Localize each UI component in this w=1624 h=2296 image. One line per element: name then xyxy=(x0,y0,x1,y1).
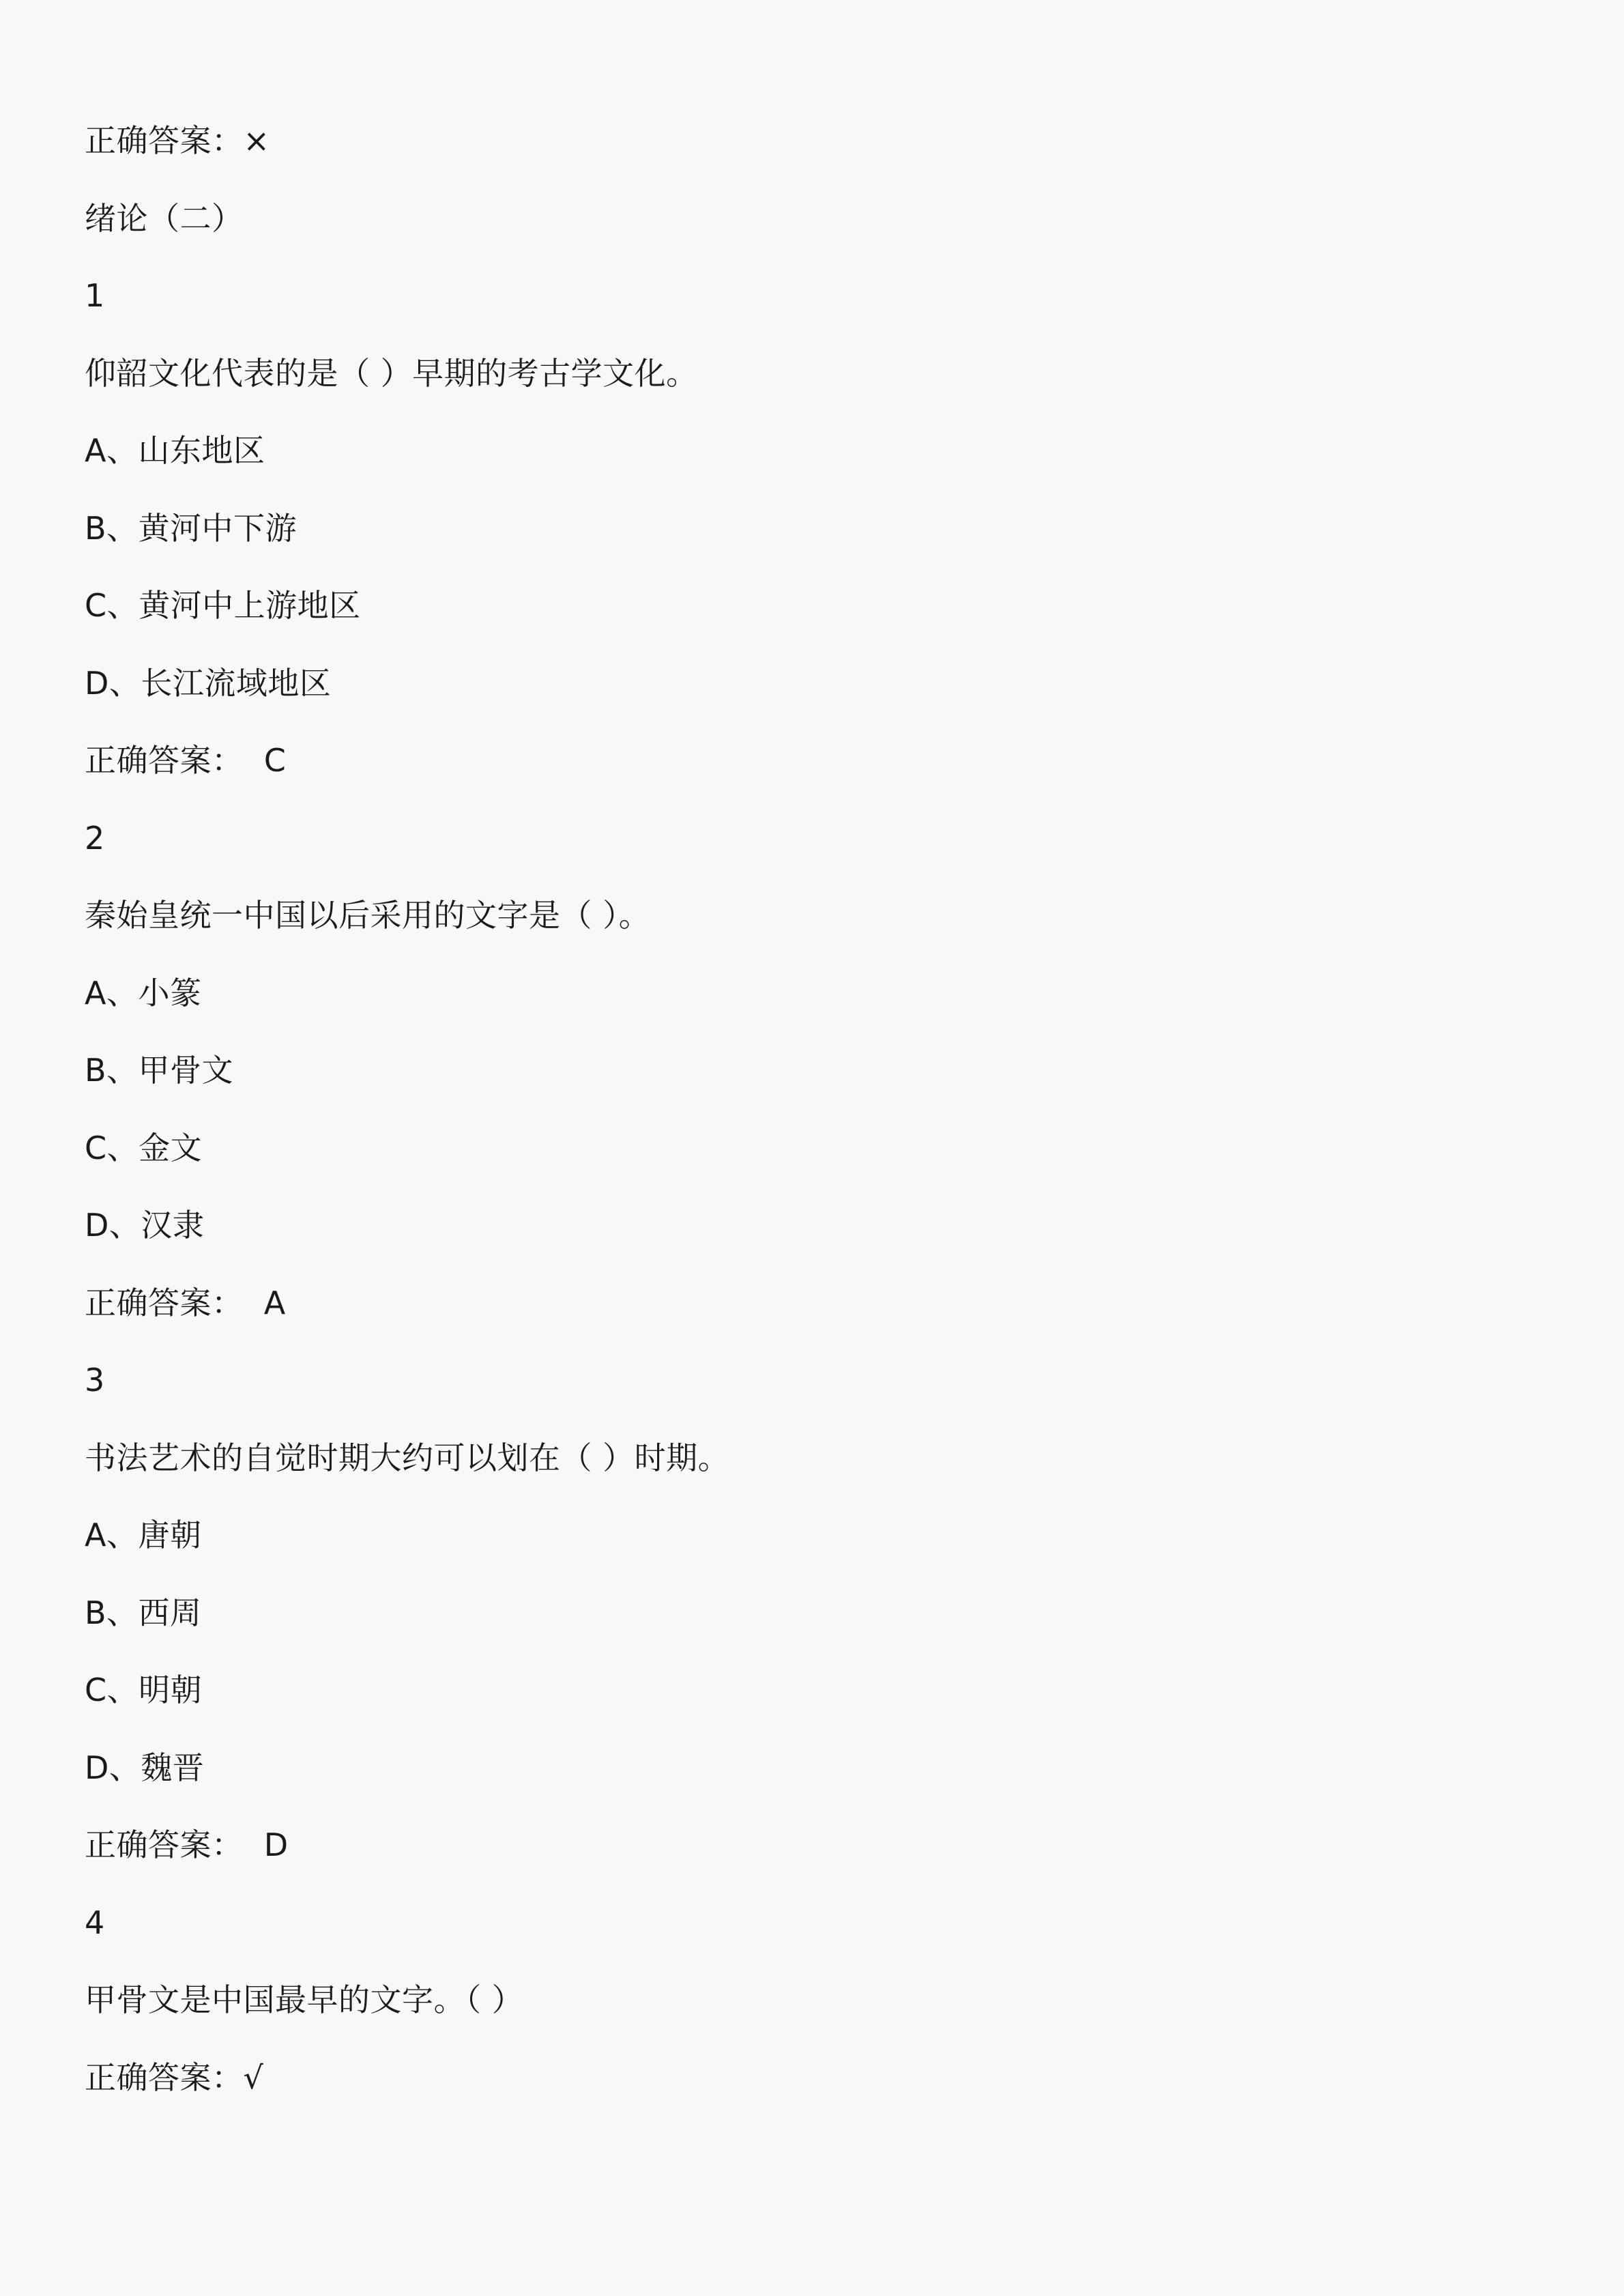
correct-answer: 正确答案： C xyxy=(85,742,287,779)
option-c: C、黄河中上游地区 xyxy=(85,587,361,624)
question-text: 书法艺术的自觉时期大约可以划在（ ）时期。 xyxy=(85,1439,730,1476)
question-text: 秦始皇统一中国以后采用的文字是（ ）。 xyxy=(85,897,651,934)
option-a: A、唐朝 xyxy=(85,1517,202,1553)
option-a: A、山东地区 xyxy=(85,432,265,469)
correct-answer: 正确答案：√ xyxy=(85,2058,264,2096)
option-b: B、黄河中下游 xyxy=(85,509,298,547)
option-d: D、汉隶 xyxy=(85,1207,205,1244)
question-number: 4 xyxy=(85,1904,105,1941)
question-4 xyxy=(85,1884,1518,2117)
correct-answer: 正确答案： A xyxy=(85,1284,286,1321)
correct-answer: 正确答案： D xyxy=(85,1826,289,1863)
question-2 xyxy=(85,800,1518,1343)
previous-answer: 正确答案：× xyxy=(85,122,270,159)
section-title: 绪论（二） xyxy=(85,199,244,237)
document-body xyxy=(85,102,1518,2116)
question-number: 1 xyxy=(85,277,105,314)
option-b: B、西周 xyxy=(85,1594,202,1631)
option-d: D、长江流域地区 xyxy=(85,664,332,702)
option-c: C、金文 xyxy=(85,1129,203,1166)
option-a: A、小篆 xyxy=(85,974,202,1011)
option-c: C、明朝 xyxy=(85,1671,203,1708)
question-number: 2 xyxy=(85,819,105,857)
question-1 xyxy=(85,257,1518,800)
question-3 xyxy=(85,1342,1518,1884)
option-b: B、甲骨文 xyxy=(85,1052,234,1089)
question-number: 3 xyxy=(85,1362,105,1398)
option-d: D、魏晋 xyxy=(85,1749,205,1786)
question-text: 仰韶文化代表的是（ ）早期的考古学文化。 xyxy=(85,354,698,392)
question-text: 甲骨文是中国最早的文字。（ ） xyxy=(85,1981,524,2018)
